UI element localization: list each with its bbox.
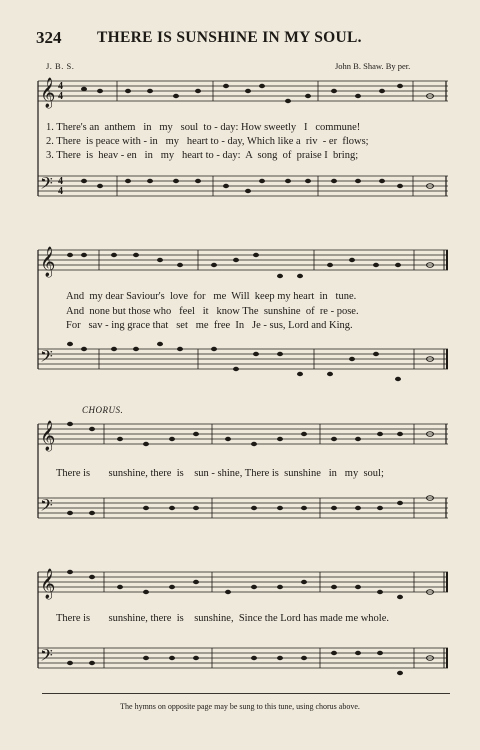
lyricist-credit: J. B. S. <box>46 61 75 71</box>
svg-text:4: 4 <box>58 176 63 187</box>
page-number: 324 <box>36 28 62 47</box>
svg-text:𝄞: 𝄞 <box>40 247 56 277</box>
hymn-title: THERE IS SUNSHINE IN MY SOUL. <box>97 29 362 46</box>
chorus-label: CHORUS. <box>82 405 124 415</box>
verse-2-line-a: 2. There is peace with - in my heart to - day, Which like a riv - er flows; <box>46 136 369 147</box>
verse-3-line-a: 3. There is heav - en in my heart to - day: A song of praise I bring; <box>46 150 359 161</box>
svg-text:𝄞: 𝄞 <box>40 421 56 451</box>
svg-text:4: 4 <box>58 91 63 102</box>
footer-divider <box>42 693 450 694</box>
chorus-line-1: There is sunshine, there is sun - shine, There is sunshine in my soul; <box>56 468 384 479</box>
svg-text:4: 4 <box>58 186 63 197</box>
chorus-line-2: There is sunshine, there is sunshine, Since the Lord has made me whole. <box>56 613 390 624</box>
verse-3-line-b: For sav - ing grace that set me free In Je - sus, Lord and King. <box>66 320 353 331</box>
svg-text:𝄢: 𝄢 <box>40 495 53 519</box>
verse-1-line-a: 1. There's an anthem in my soul to - day: How sweetly I commune! <box>46 122 361 133</box>
composer-credit: John B. Shaw. By per. <box>335 61 411 71</box>
svg-text:𝄢: 𝄢 <box>40 346 53 370</box>
svg-text:𝄞: 𝄞 <box>40 78 56 108</box>
verse-2-line-b: And none but those who feel it know The sunshine of re - pose. <box>66 306 359 317</box>
svg-text:𝄞: 𝄞 <box>40 569 56 599</box>
footer-note: The hymns on opposite page may be sung to this tune, using chorus above. <box>120 702 360 711</box>
svg-text:4: 4 <box>58 81 63 92</box>
svg-text:𝄢: 𝄢 <box>40 173 53 197</box>
verse-1-line-b: And my dear Saviour's love for me Will keep my heart in tune. <box>66 291 357 302</box>
svg-text:𝄢: 𝄢 <box>40 645 53 669</box>
